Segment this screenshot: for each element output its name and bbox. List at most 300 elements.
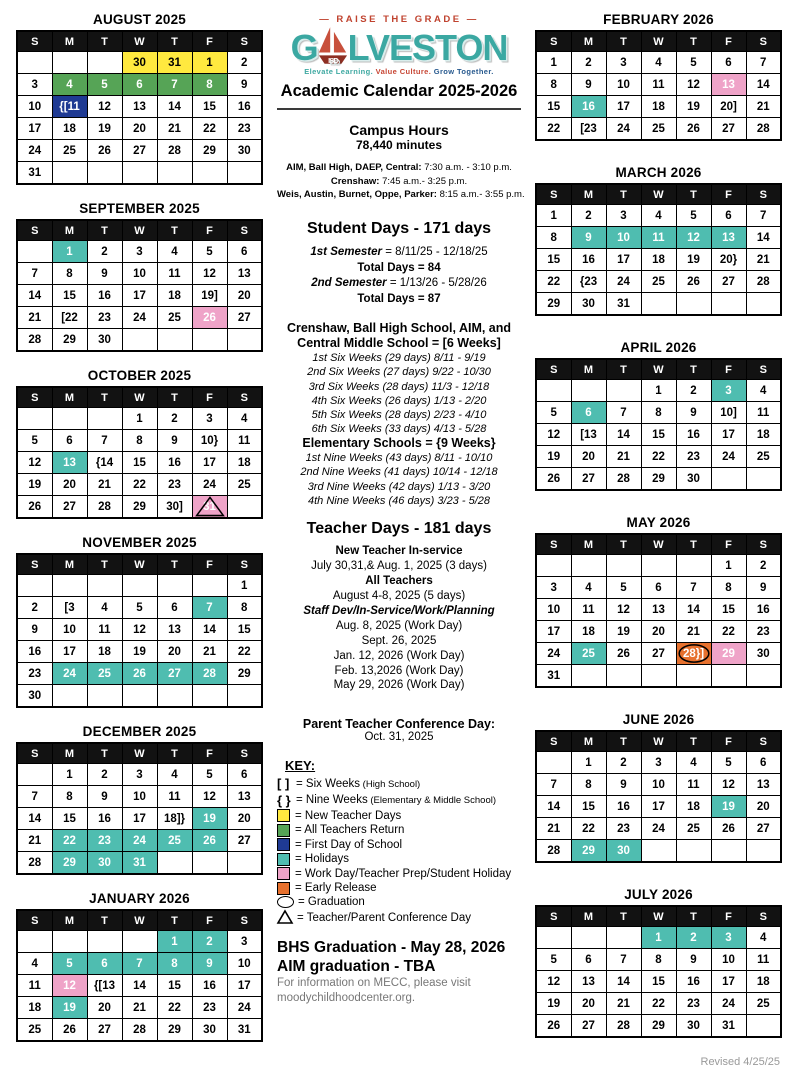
day-cell [227,329,262,352]
day-number: 28 [133,1023,146,1036]
day-number: 2 [171,412,178,425]
day-number: 9 [760,581,767,594]
day-number: 20 [133,122,146,135]
day-header: S [17,910,52,931]
key-item-label: = Six Weeks (High School) [296,777,421,790]
day-number: 1 [241,579,248,592]
day-cell [711,424,746,446]
text-segment: 7:45 a.m.- 3:25 p.m. [379,175,468,187]
day-cell [711,271,746,293]
day-number: 31 [28,166,42,179]
day-cell [676,796,711,818]
day-header: M [571,731,606,752]
day-number: 15 [652,975,665,988]
day-cell [17,953,52,975]
week-row [17,619,262,641]
month-grid [16,909,263,1042]
day-cell [192,931,227,953]
green-swatch-icon [277,824,290,837]
day-cell [676,971,711,993]
day-cell [157,474,192,496]
day-number: 21 [617,450,630,463]
graduation-oval-icon [277,896,294,908]
day-number: 18 [237,456,251,469]
day-number: 4 [31,957,38,970]
day-number: 20] [720,100,737,113]
day-number: 27 [63,500,76,513]
day-number: 25 [652,122,665,135]
day-header: S [746,359,781,380]
blue-swatch-icon [277,838,290,851]
day-cell [676,752,711,774]
text-segment: AIM, Ball High, DAEP, Central: [286,161,422,173]
day-header: S [17,220,52,241]
day-number: 5 [206,245,213,258]
day-cell [17,931,52,953]
day-cell [157,307,192,329]
day-number: 28 [28,856,42,869]
day-number: 7 [620,953,627,966]
day-number: 1 [136,412,143,425]
day-number: 28 [756,122,770,135]
day-number: 2 [101,245,108,258]
nine-weeks-lines [277,451,521,508]
week-row [17,263,262,285]
day-cell [606,118,641,141]
day-cell [87,931,122,953]
day-number: 31 [722,1019,735,1032]
day-number: 12 [63,979,76,992]
week-row [536,752,781,774]
right-months [535,12,782,1038]
day-cell [192,241,227,263]
day-cell [676,446,711,468]
day-header: M [52,554,87,575]
day-cell [52,619,87,641]
day-number: 28 [203,667,216,680]
day-cell [17,74,52,96]
day-number: 17 [63,645,76,658]
day-number: 27 [756,822,770,835]
day-header: S [536,184,571,205]
day-number: 4 [101,601,108,614]
day-cell [52,997,87,1019]
day-cell [192,408,227,430]
day-number: 20 [582,450,595,463]
day-number: 2 [585,56,592,69]
day-header: T [606,534,641,555]
day-number: 31 [617,297,630,310]
day-number: 9 [31,623,38,636]
key-item [277,910,521,927]
day-cell [571,402,606,424]
day-number: 12 [617,603,630,616]
day-cell [676,1015,711,1038]
day-number: 23 [237,122,251,135]
day-number: 3 [550,581,557,594]
day-header: S [746,534,781,555]
day-number: 18 [687,800,700,813]
day-number: 11 [582,603,595,616]
day-cell [192,118,227,140]
day-cell [676,249,711,271]
week-row [17,597,262,619]
day-cell [17,162,52,185]
day-cell [606,752,641,774]
day-cell [122,830,157,852]
month-title: DECEMBER 2025 [82,724,197,739]
teacher-days-line [277,604,521,619]
day-number: 1 [655,384,662,397]
day-header: F [711,906,746,927]
day-number: 10] [720,406,737,419]
day-cell [192,808,227,830]
day-number: 5 [136,601,143,614]
day-number: 17 [722,975,735,988]
day-cell [676,424,711,446]
day-cell [606,205,641,227]
day-number: [13 [580,428,597,441]
day-cell [17,685,52,708]
day-number: 12 [547,428,561,441]
day-cell [536,227,571,249]
day-number: 18 [652,100,665,113]
day-number: 6 [655,581,662,594]
day-cell [641,402,676,424]
day-number: 7 [31,790,38,803]
day-cell [571,205,606,227]
day-number: 6 [760,756,767,769]
day-cell [157,140,192,162]
day-cell [536,271,571,293]
day-cell [157,430,192,452]
day-cell [711,227,746,249]
day-number: 25 [652,275,665,288]
day-cell [87,408,122,430]
day-number: 18 [28,1001,42,1014]
day-cell [122,118,157,140]
day-cell [87,1019,122,1042]
day-cell [52,931,87,953]
day-number: 20 [63,478,76,491]
day-cell [641,949,676,971]
day-cell [227,241,262,263]
key-item-label: = New Teacher Days [295,809,402,822]
day-cell [536,52,571,74]
text-segment: Crenshaw: [330,175,380,187]
day-number: 10} [200,434,219,447]
day-cell [606,665,641,688]
weekday-header-row [536,359,781,380]
day-cell [17,118,52,140]
day-cell [52,74,87,96]
day-cell [571,971,606,993]
day-number: 6 [241,768,248,781]
day-number: 9 [690,406,697,419]
day-number: 17 [133,812,146,825]
day-number: 1 [206,56,213,69]
day-number: 29 [203,144,216,157]
day-cell [711,927,746,949]
day-number: 25 [168,311,181,324]
day-number: 30 [582,297,595,310]
day-number: 16 [582,253,595,266]
day-number: 1 [550,56,557,69]
day-number: 4 [760,931,767,944]
day-cell [746,577,781,599]
day-cell [746,424,781,446]
week-row [17,975,262,997]
pink-swatch-icon [277,867,290,880]
day-cell [606,555,641,577]
nine-weeks-line [277,494,521,508]
day-cell [87,619,122,641]
day-number: 12 [547,975,561,988]
day-cell [122,619,157,641]
day-number: 2 [31,601,38,614]
district-logo [277,14,521,110]
day-number: 9 [206,957,213,970]
day-number: 3 [31,78,38,91]
day-cell [157,786,192,808]
day-number: 15 [63,812,76,825]
month-grid [16,553,263,708]
day-cell [157,931,192,953]
day-number: 14 [203,623,216,636]
nine-weeks-brace-icon: { } [277,792,291,808]
day-number: 24 [28,144,42,157]
six-weeks-line [277,394,521,408]
day-cell [711,949,746,971]
day-cell [711,74,746,96]
day-number: 12 [203,790,216,803]
day-cell [192,329,227,352]
calendar-september-2025 [16,201,263,352]
day-number: 9 [690,953,697,966]
day-number: 5 [620,581,627,594]
teacher-days-line [277,634,521,649]
day-header: M [571,184,606,205]
day-number: 4 [655,56,662,69]
day-number: 23 [98,834,111,847]
day-number: 7 [171,78,178,91]
day-number: 21 [168,122,181,135]
day-cell [52,140,87,162]
day-cell [571,555,606,577]
day-number: 11 [757,406,770,419]
semester-line [277,261,521,277]
day-number: 1 [66,245,73,258]
text-segment: Staff Dev/In-Service/Work/Planning [303,604,495,617]
day-number: 28}] [682,647,705,660]
day-cell [571,840,606,863]
day-cell [227,474,262,496]
day-cell [157,162,192,185]
day-number: 3 [725,931,732,944]
day-cell [192,830,227,852]
parent-conference-heading: Parent Teacher Conference Day: [302,717,496,732]
day-header: W [122,220,157,241]
day-number: 12 [203,267,216,280]
day-cell [227,663,262,685]
month-grid [16,30,263,185]
key-item-label: = Nine Weeks (Elementary & Middle School) [296,794,497,807]
day-cell [122,474,157,496]
day-cell [17,452,52,474]
day-cell [571,949,606,971]
day-cell [571,380,606,402]
day-number: 20 [237,812,251,825]
day-header: S [746,31,781,52]
week-row [17,1019,262,1042]
text-segment: 2nd Nine Weeks (41 days) 10/14 - 12/18 [300,466,498,479]
teacher-days-line [277,664,521,679]
day-cell [192,997,227,1019]
teal-swatch-icon [277,853,290,866]
weekday-header-row [17,910,262,931]
day-number: 31 [237,1023,251,1036]
day-number: 24 [63,667,76,680]
day-number: 10 [617,78,630,91]
month-title: JULY 2026 [624,887,693,902]
day-number: 30] [166,500,183,513]
day-cell [192,285,227,307]
weekday-header-row [17,387,262,408]
day-cell [571,118,606,141]
day-cell [157,285,192,307]
day-number: 27 [722,122,735,135]
day-cell [87,430,122,452]
day-cell [676,840,711,863]
day-number: 21 [203,645,216,658]
day-number: 15 [652,428,665,441]
day-cell [52,430,87,452]
day-header: F [192,387,227,408]
day-cell [571,774,606,796]
day-number: 3 [725,384,732,397]
day-cell [227,496,262,519]
day-cell [17,575,52,597]
day-cell [746,774,781,796]
campus-hours-line [277,188,525,202]
day-number: 13 [582,975,595,988]
day-cell [641,599,676,621]
day-number: 2 [690,931,697,944]
week-row [536,74,781,96]
day-cell [157,953,192,975]
day-number: 22 [203,122,216,135]
day-cell [571,96,606,118]
day-number: 24 [652,822,665,835]
day-cell [227,764,262,786]
day-number: 25 [582,647,595,660]
day-number: 12 [28,456,42,469]
day-number: 7 [620,406,627,419]
day-number: 4 [690,756,697,769]
day-header: T [87,31,122,52]
day-cell [606,643,641,665]
day-number: 19 [687,100,700,113]
week-row [536,993,781,1015]
day-cell [571,424,606,446]
text-segment: 1st Nine Weeks (43 days) 8/11 - 10/10 [305,452,493,465]
day-number: 16 [98,289,111,302]
day-cell [122,496,157,519]
weekday-header-row [536,906,781,927]
day-header: S [536,731,571,752]
day-number: 11 [98,623,111,636]
day-number: 2 [241,56,248,69]
day-cell [641,752,676,774]
day-cell [227,685,262,708]
day-cell [122,641,157,663]
day-number: 10 [652,778,665,791]
day-cell [641,468,676,491]
day-cell [641,993,676,1015]
day-number: 5 [31,434,38,447]
day-cell [122,1019,157,1042]
day-number: {23 [579,275,598,288]
day-cell [192,52,227,74]
day-number: 12 [687,231,700,244]
key-item-label: = First Day of School [295,838,403,851]
day-header: S [227,387,262,408]
parent-conference-date: Oct. 31, 2025 [364,731,434,744]
day-number: 15 [203,100,216,113]
day-number: 29 [237,667,251,680]
day-cell [746,993,781,1015]
key-item [277,793,521,808]
day-number: 7 [690,581,697,594]
week-row [17,52,262,74]
day-number: 21 [28,834,42,847]
day-header: F [711,731,746,752]
day-number: 12 [687,78,700,91]
day-number: 5 [101,78,108,91]
day-cell [571,446,606,468]
day-cell [122,953,157,975]
campus-hours-minutes: 78,440 minutes [355,137,443,152]
day-cell [122,52,157,74]
text-segment: Aug. 8, 2025 (Work Day) [335,619,463,632]
day-cell [641,96,676,118]
day-cell [52,830,87,852]
day-cell [641,774,676,796]
day-number: 6 [725,56,732,69]
week-row [536,52,781,74]
day-header: T [157,910,192,931]
day-cell [17,641,52,663]
day-cell [192,597,227,619]
day-number: 30 [687,472,700,485]
day-cell [571,796,606,818]
day-number: 20 [237,289,251,302]
day-number: 30 [28,689,42,702]
day-cell [17,852,52,875]
day-cell [746,599,781,621]
day-cell [192,1019,227,1042]
day-cell [676,774,711,796]
day-cell [536,752,571,774]
month-grid [535,30,782,141]
text-segment: 1st Semester [310,246,382,259]
day-cell [192,307,227,329]
key-item-label: = Holidays [295,853,350,866]
day-cell [17,140,52,162]
day-number: 6 [585,953,592,966]
semester-line [277,292,521,308]
day-cell [157,408,192,430]
